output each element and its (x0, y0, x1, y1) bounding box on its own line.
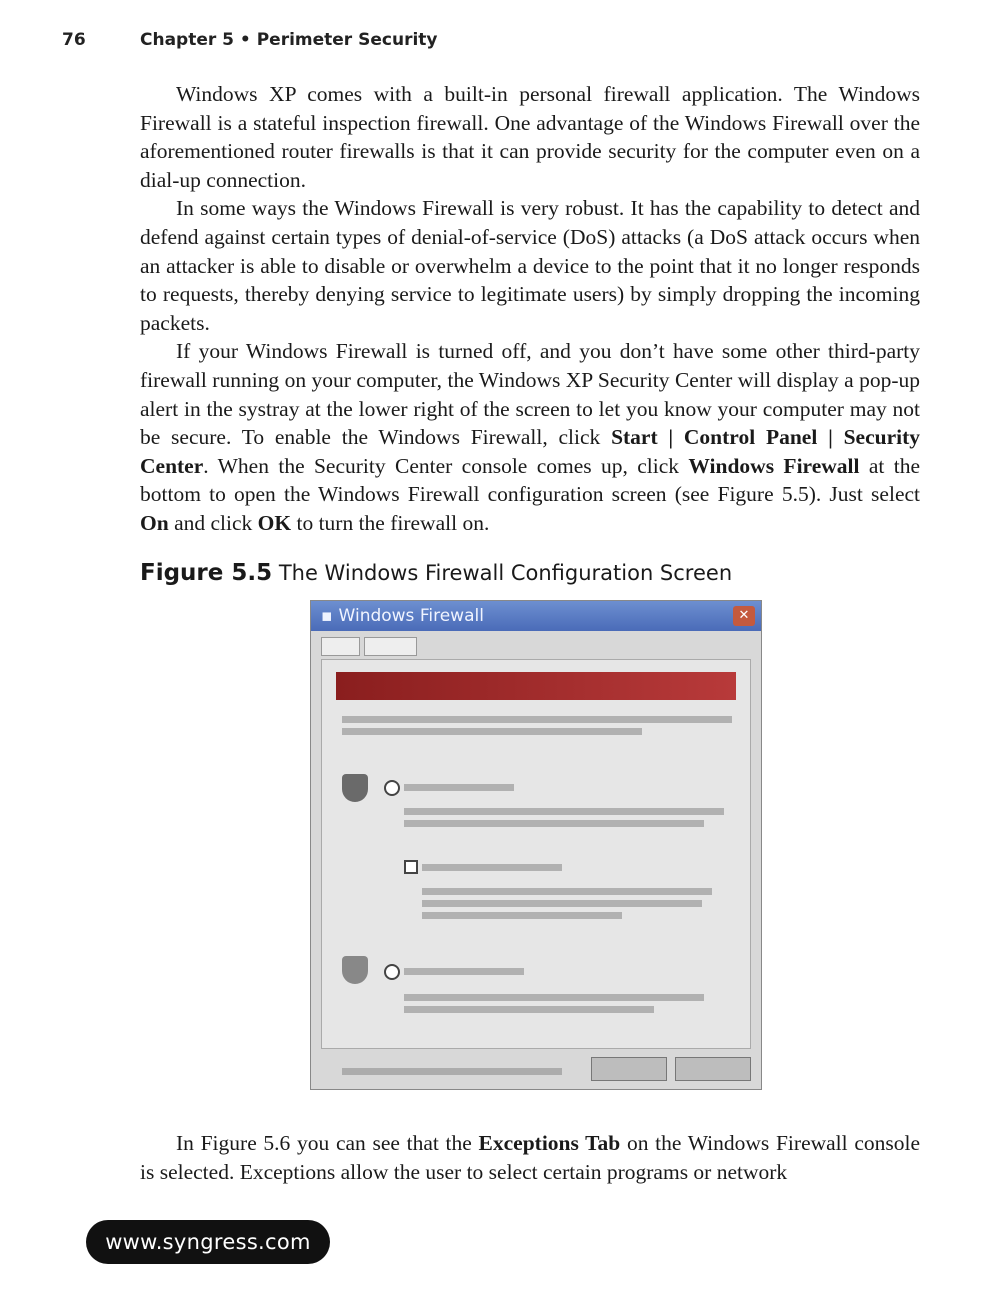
tab-exceptions (364, 637, 417, 656)
running-title: Chapter 5 • Perimeter Security (140, 30, 438, 50)
window-icon: ▪ (321, 606, 333, 626)
bold-term: Windows Firewall (688, 453, 860, 478)
blurred-text (404, 1006, 654, 1013)
body-text (140, 80, 920, 538)
status-banner (336, 672, 736, 700)
blurred-text (342, 728, 642, 735)
paragraph-3 (140, 337, 920, 537)
figure-screenshot (310, 600, 762, 1090)
running-head (62, 30, 437, 50)
blurred-text (404, 994, 704, 1001)
cancel-button (675, 1057, 751, 1081)
blurred-text (404, 968, 524, 975)
menu-path: Start | Control Panel | Security Center (140, 425, 921, 478)
window-tabs (311, 631, 761, 656)
blurred-text (404, 808, 724, 815)
figure-caption (140, 560, 732, 586)
window-buttons (591, 1057, 751, 1081)
checkbox (404, 860, 418, 874)
close-icon: ✕ (733, 606, 755, 626)
blurred-text (422, 864, 562, 871)
text-run: In Figure 5.6 you can see that the (176, 1131, 479, 1155)
text-run: to turn the firewall on. (291, 510, 490, 535)
window-panel (321, 659, 751, 1049)
blurred-text (422, 888, 712, 895)
blurred-text (342, 716, 732, 723)
window-titlebar (311, 601, 761, 631)
blurred-text (422, 912, 622, 919)
bold-term: OK (257, 510, 292, 535)
blurred-text (342, 1068, 562, 1075)
text-run: at the bottom to open the Windows Firewall configuration screen (see Figure 5.5). Just select (140, 453, 920, 507)
page-number: 76 (62, 30, 86, 50)
tab-general (321, 637, 360, 656)
figure-number: Figure 5.5 (140, 560, 273, 586)
shield-icon (342, 774, 368, 802)
paragraph-4 (140, 1129, 920, 1186)
body-text-continued (140, 1129, 920, 1186)
paragraph-2: In some ways the Windows Firewall is very robust. It has the capability to detect and defend against certain types of denial-of-service (DoS) attacks (a DoS attack occurs when an attacker is able to disable or overwhelm a device to the point that it no longer responds to requests, thereby denying service to legitimate users) by simply dropping the incoming packets. (140, 196, 920, 335)
radio-off (384, 964, 400, 980)
bold-term: Exceptions Tab (478, 1131, 621, 1155)
radio-on (384, 780, 400, 796)
text-run: . When the Security Center console comes up, click (203, 453, 689, 478)
figure-title: The Windows Firewall Configuration Screen (278, 561, 733, 585)
window-title: Windows Firewall (338, 606, 484, 626)
text-run: and click (168, 510, 258, 535)
publisher-url: www.syngress.com (86, 1220, 330, 1264)
shield-icon (342, 956, 368, 984)
blurred-text (422, 900, 702, 907)
blurred-text (404, 820, 704, 827)
blurred-text (404, 784, 514, 791)
paragraph-1: Windows XP comes with a built-in personal firewall application. The Windows Firewall is a stateful inspection firewall. One advantage of the Windows Firewall over the aforementioned router firewalls is that it can provide security for the computer even on a dial-up connection. (140, 82, 920, 192)
text-run: If your Windows Firewall is turned off, and you don’t have some other third-party firewall running on your computer, the Windows XP Security Center will display a pop-up alert in the systray at the lower right of the screen to let you know your computer may not be secure. To enable the Windows Firewall, click (140, 339, 920, 450)
ok-button (591, 1057, 667, 1081)
bold-term: On (140, 510, 169, 535)
text-run: on the Windows Firewall console is selected. Exceptions allow the user to select certain programs or network (140, 1131, 920, 1184)
